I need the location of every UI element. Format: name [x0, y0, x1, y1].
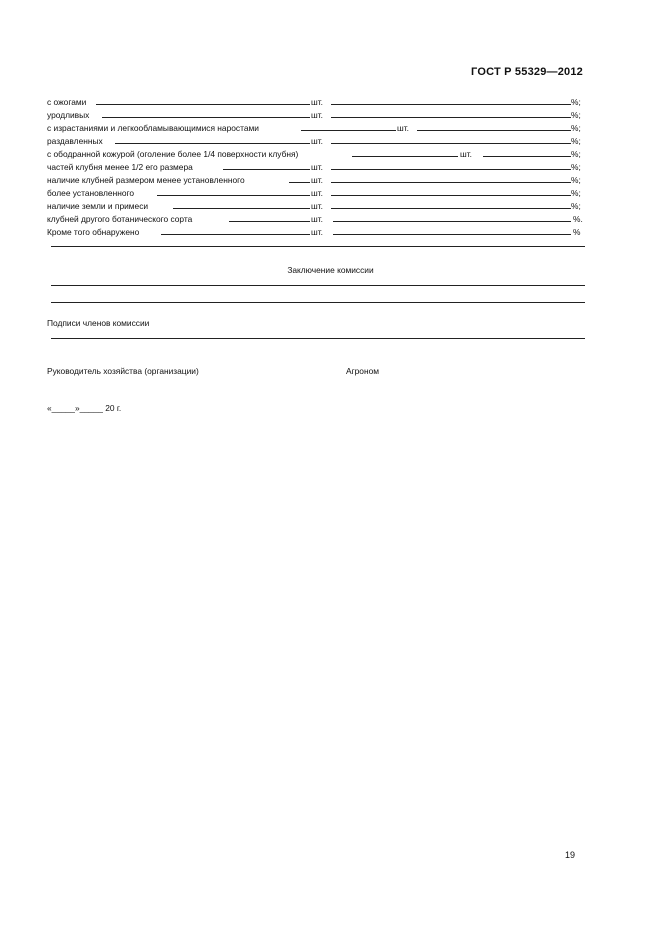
- additional-findings-line[interactable]: [51, 246, 585, 247]
- row-percent: %: [573, 227, 581, 237]
- row-unit: шт.: [311, 136, 323, 146]
- percent-field[interactable]: [333, 234, 571, 235]
- row-unit: шт.: [311, 188, 323, 198]
- row-percent: %.: [573, 214, 583, 224]
- row-percent: %;: [571, 162, 581, 172]
- percent-field[interactable]: [331, 117, 571, 118]
- form-row-crushed: [47, 133, 585, 146]
- percent-field[interactable]: [331, 169, 571, 170]
- form-row-also-found: [47, 224, 585, 237]
- row-percent: %;: [571, 149, 581, 159]
- date-field[interactable]: «_____»_____ 20 г.: [47, 403, 122, 413]
- count-field[interactable]: [96, 104, 310, 105]
- count-field[interactable]: [161, 234, 310, 235]
- members-signatures-label: Подписи членов комиссии: [47, 318, 150, 328]
- row-percent: %;: [571, 188, 581, 198]
- form-row-deformed: [47, 107, 585, 120]
- row-percent: %;: [571, 136, 581, 146]
- count-field[interactable]: [223, 169, 310, 170]
- row-label: Кроме того обнаружено: [47, 227, 140, 237]
- row-percent: %;: [571, 201, 581, 211]
- row-unit: шт.: [311, 201, 323, 211]
- row-unit: шт.: [311, 110, 323, 120]
- percent-field[interactable]: [331, 104, 571, 105]
- count-field[interactable]: [352, 156, 458, 157]
- row-unit: шт.: [311, 97, 323, 107]
- conclusion-line-2[interactable]: [51, 302, 585, 303]
- percent-field[interactable]: [483, 156, 571, 157]
- row-label: наличие клубней размером менее установленного: [47, 175, 245, 185]
- head-of-farm-label: Руководитель хозяйства (организации): [47, 366, 199, 376]
- count-field[interactable]: [173, 208, 310, 209]
- form-row-other-variety: [47, 211, 585, 224]
- percent-field[interactable]: [331, 182, 571, 183]
- page-number: 19: [564, 850, 575, 860]
- row-label: с израстаниями и легкообламывающимися наростами: [47, 123, 259, 133]
- document-code: ГОСТ Р 55329—2012: [471, 66, 583, 78]
- conclusion-line-1[interactable]: [51, 285, 585, 286]
- row-unit: шт.: [311, 227, 323, 237]
- agronomist-label: Агроном: [346, 366, 379, 376]
- form-row-peeled: [47, 146, 585, 159]
- percent-field[interactable]: [331, 208, 571, 209]
- count-field[interactable]: [157, 195, 310, 196]
- count-field[interactable]: [229, 221, 310, 222]
- row-label: наличие земли и примеси: [47, 201, 149, 211]
- row-label: более установленного: [47, 188, 134, 198]
- form-row-soil-impurities: [47, 198, 585, 211]
- row-unit: шт.: [311, 175, 323, 185]
- form-row-growths: [47, 120, 585, 133]
- row-label: с ободранной кожурой (оголение более 1/4 поверхности клубня): [47, 149, 299, 159]
- conclusion-title: Заключение комиссии: [287, 265, 374, 275]
- count-field[interactable]: [115, 143, 310, 144]
- row-percent: %;: [571, 175, 581, 185]
- row-label: раздавленных: [47, 136, 103, 146]
- members-signatures-line[interactable]: [51, 338, 585, 339]
- percent-field[interactable]: [417, 130, 571, 131]
- row-unit: шт.: [311, 214, 323, 224]
- count-field[interactable]: [289, 182, 310, 183]
- percent-field[interactable]: [331, 143, 571, 144]
- row-percent: %;: [571, 110, 581, 120]
- form-row-oversize: [47, 185, 585, 198]
- row-label: частей клубня менее 1/2 его размера: [47, 162, 193, 172]
- percent-field[interactable]: [333, 221, 571, 222]
- percent-field[interactable]: [331, 195, 571, 196]
- count-field[interactable]: [102, 117, 310, 118]
- form-row-burns: [47, 94, 585, 107]
- row-percent: %;: [571, 123, 581, 133]
- row-unit: шт.: [397, 123, 409, 133]
- row-unit: шт.: [311, 162, 323, 172]
- row-unit: шт.: [460, 149, 472, 159]
- row-label: с ожогами: [47, 97, 87, 107]
- row-percent: %;: [571, 97, 581, 107]
- form-row-undersize: [47, 172, 585, 185]
- form-row-tuber-parts: [47, 159, 585, 172]
- row-label: клубней другого ботанического сорта: [47, 214, 193, 224]
- row-label: уродливых: [47, 110, 90, 120]
- count-field[interactable]: [301, 130, 396, 131]
